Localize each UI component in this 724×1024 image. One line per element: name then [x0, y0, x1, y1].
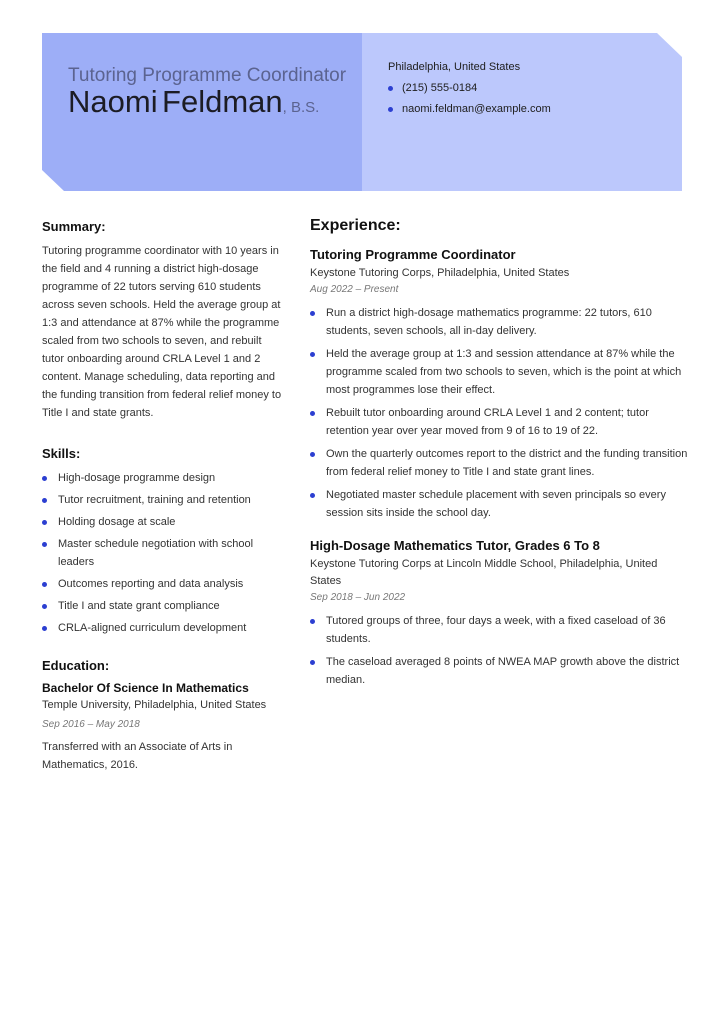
degree-title: Bachelor Of Science In Mathematics — [42, 681, 249, 695]
job-title: Tutoring Programme Coordinator — [68, 65, 347, 86]
job-dates: Sep 2018 – Jun 2022 — [310, 592, 406, 603]
job-bullet — [310, 486, 690, 522]
skill-item — [42, 575, 282, 593]
bullet-icon — [310, 493, 315, 498]
bullet-icon — [42, 542, 47, 547]
bullet-icon — [310, 311, 315, 316]
skill-item — [42, 597, 282, 615]
education-heading: Education: — [42, 658, 110, 673]
bullet-icon — [310, 660, 315, 665]
job-bullet-text: Own the quarterly outcomes report to the district and the funding transition from federal relief money to Title I and state grant lines. — [326, 448, 688, 478]
first-name: Naomi — [68, 83, 158, 119]
skills-heading: Skills: — [42, 446, 81, 461]
skill-item — [42, 513, 282, 531]
bullet-icon — [388, 86, 393, 91]
skill-text: Outcomes reporting and data analysis — [58, 578, 244, 590]
contact-info — [388, 61, 551, 124]
left-column — [42, 219, 282, 774]
job-bullet — [310, 404, 690, 440]
job-bullet-text: Held the average group at 1:3 and session attendance at 87% while the programme scaled from two schools to seven, which is the point at which most programmes lose their effect. — [326, 348, 682, 396]
bullet-icon — [42, 582, 47, 587]
job-bullet — [310, 304, 690, 340]
bullet-icon — [42, 498, 47, 503]
job-bullet-text: The caseload averaged 8 points of NWEA MAP growth above the district median. — [326, 656, 680, 686]
bullet-icon — [42, 626, 47, 631]
skill-text: Holding dosage at scale — [58, 516, 176, 528]
skill-text: High-dosage programme design — [58, 472, 216, 484]
skill-text: Title I and state grant compliance — [58, 600, 220, 612]
education-dates: Sep 2016 – May 2018 — [42, 719, 140, 730]
job-role: Tutoring Programme Coordinator — [310, 247, 516, 262]
job-dates: Aug 2022 – Present — [310, 284, 399, 295]
education-note: Transferred with an Associate of Arts in Mathematics, 2016. — [42, 741, 233, 771]
bullet-icon — [310, 619, 315, 624]
skill-item — [42, 535, 282, 571]
job-role: High-Dosage Mathematics Tutor, Grades 6 To 8 — [310, 538, 600, 553]
bullet-icon — [310, 411, 315, 416]
contact-email — [388, 103, 551, 115]
skill-text: Tutor recruitment, training and retention — [58, 494, 251, 506]
job-company: Keystone Tutoring Corps at Lincoln Middle School, Philadelphia, United States — [310, 558, 658, 587]
bullet-icon — [388, 107, 393, 112]
skill-item — [42, 619, 282, 637]
right-column — [310, 217, 690, 705]
job-bullet-text: Rebuilt tutor onboarding around CRLA Level 1 and 2 content; tutor retention year over year moved from 9 of 16 to 19 of 22. — [326, 407, 649, 437]
skill-text: Master schedule negotiation with school leaders — [58, 538, 254, 568]
contact-location: Philadelphia, United States — [388, 61, 521, 73]
job-entry — [310, 247, 690, 522]
bullet-icon — [42, 476, 47, 481]
last-name: Feldman — [162, 83, 283, 119]
experience-heading: Experience: — [310, 217, 401, 234]
school-name: Temple University, Philadelphia, United States — [42, 699, 267, 711]
job-bullet-text: Negotiated master schedule placement with seven principals so every session sits inside the school day. — [326, 489, 666, 519]
name-suffix: , B.S. — [282, 98, 320, 116]
job-bullet-text: Run a district high-dosage mathematics programme: 22 tutors, 610 students, seven schools, all in-day delivery. — [326, 307, 652, 337]
bullet-icon — [42, 520, 47, 525]
job-bullet-text: Tutored groups of three, four days a week, with a fixed caseload of 36 students. — [326, 615, 666, 645]
bullet-icon — [42, 604, 47, 609]
job-bullet-list — [310, 612, 690, 689]
job-bullet — [310, 612, 690, 648]
skill-item — [42, 469, 282, 487]
job-bullet — [310, 345, 690, 399]
bullet-icon — [310, 452, 315, 457]
summary-heading: Summary: — [42, 219, 106, 234]
skill-item — [42, 491, 282, 509]
summary-section — [42, 219, 282, 422]
summary-text: Tutoring programme coordinator with 10 years in the field and 4 running a district high-dosage programme of 22 tutors serving 610 students across seven schools. Held the average group at 1:3 and attendance at 87% while the programme scaled from two schools to seven, and rebuilt tutor onboarding around CRLA Level 1 and 2 content. Manage scheduling, data reporting and the funding transition from federal relief money to Title I and state grants. — [42, 245, 282, 419]
skills-section — [42, 446, 282, 637]
job-bullet — [310, 445, 690, 481]
job-bullet — [310, 653, 690, 689]
contact-phone — [388, 82, 551, 94]
skill-text: CRLA-aligned curriculum development — [58, 622, 247, 634]
job-entry — [310, 538, 690, 689]
bullet-icon — [310, 352, 315, 357]
job-company: Keystone Tutoring Corps, Philadelphia, United States — [310, 267, 570, 279]
job-bullet-list — [310, 304, 690, 522]
name-block — [68, 66, 348, 118]
email-text: naomi.feldman@example.com — [402, 103, 551, 115]
education-section — [42, 658, 282, 774]
skills-list — [42, 469, 282, 637]
phone-text: (215) 555-0184 — [402, 82, 478, 94]
